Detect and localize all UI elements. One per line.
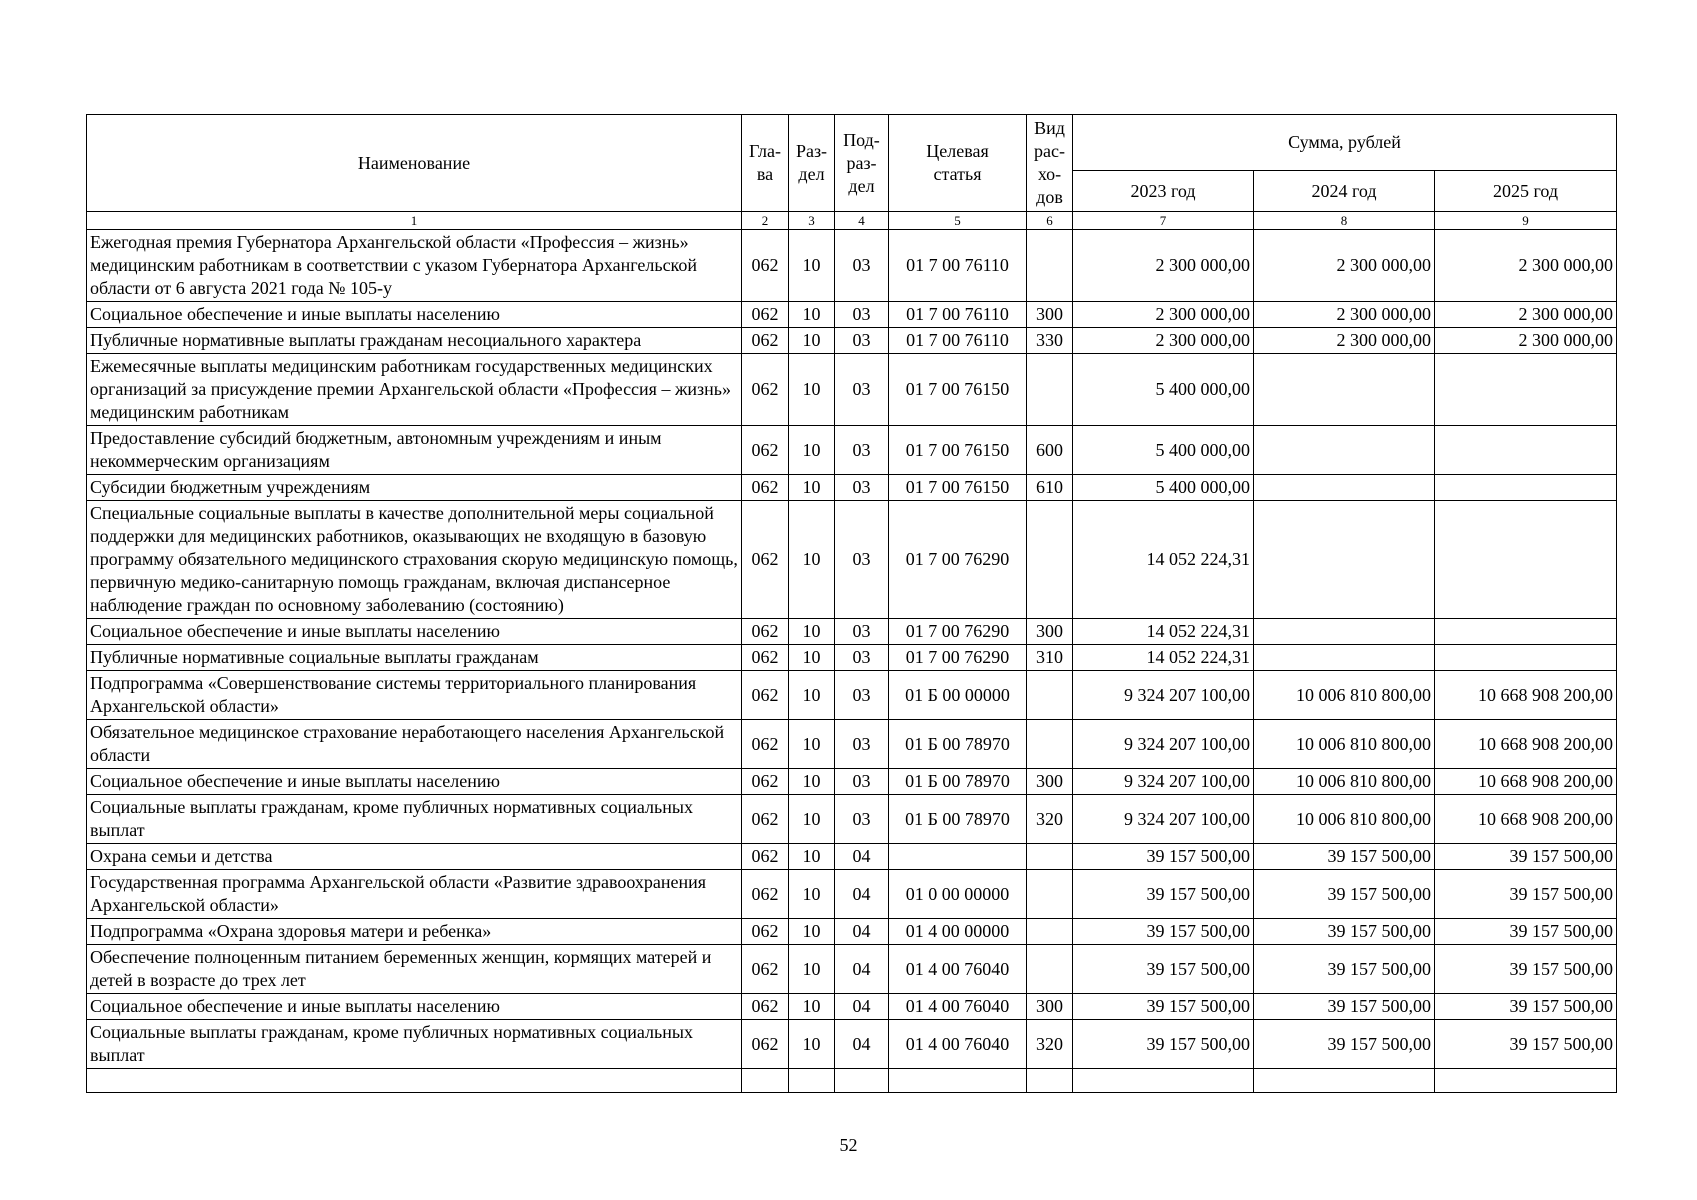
row-chapter: 062: [742, 302, 789, 328]
row-section: 10: [789, 919, 835, 945]
row-section: 10: [789, 501, 835, 619]
row-amount-2025: 10 668 908 200,00: [1435, 671, 1617, 720]
row-amount-2023: [1073, 1069, 1254, 1093]
row-amount-2025: 39 157 500,00: [1435, 994, 1617, 1020]
table-row: [87, 994, 1617, 1020]
table-row: [87, 501, 1617, 619]
row-chapter: 062: [742, 501, 789, 619]
table-row: [87, 671, 1617, 720]
row-amount-2023: 14 052 224,31: [1073, 619, 1254, 645]
row-amount-2024: [1254, 645, 1435, 671]
row-amount-2024: 2 300 000,00: [1254, 230, 1435, 302]
table-row: [87, 870, 1617, 919]
row-name: [87, 1069, 742, 1093]
column-number: 6: [1027, 212, 1073, 230]
table-row: [87, 769, 1617, 795]
row-name: Обязательное медицинское страхование неработающего населения Архангельской области: [87, 720, 742, 769]
row-name: Предоставление субсидий бюджетным, автономным учреждениям и иным некоммерческим организациям: [87, 426, 742, 475]
row-section: 10: [789, 945, 835, 994]
column-number: 3: [789, 212, 835, 230]
row-expense-type: [1027, 671, 1073, 720]
row-subsection: 04: [835, 870, 889, 919]
row-name: Подпрограмма «Совершенствование системы территориального планирования Архангельской области»: [87, 671, 742, 720]
table-body: [87, 230, 1617, 1093]
column-number: 2: [742, 212, 789, 230]
row-name: Социальное обеспечение и иные выплаты населению: [87, 994, 742, 1020]
row-name: Обеспечение полноценным питанием беременных женщин, кормящих матерей и детей в возрасте до трех лет: [87, 945, 742, 994]
header-chapter: Гла- ва: [742, 115, 789, 212]
row-amount-2023: 39 157 500,00: [1073, 1020, 1254, 1069]
row-chapter: 062: [742, 354, 789, 426]
column-number: 7: [1073, 212, 1254, 230]
header-target-article: Целевая статья: [889, 115, 1027, 212]
row-target-article: [889, 844, 1027, 870]
row-amount-2025: 10 668 908 200,00: [1435, 795, 1617, 844]
row-chapter: 062: [742, 720, 789, 769]
table-row: [87, 475, 1617, 501]
row-section: 10: [789, 844, 835, 870]
header-sum: Сумма, рублей: [1073, 115, 1617, 171]
table-row: [87, 302, 1617, 328]
row-target-article: 01 Б 00 78970: [889, 769, 1027, 795]
table-header-row: [87, 115, 1617, 171]
row-amount-2025: [1435, 426, 1617, 475]
row-section: 10: [789, 720, 835, 769]
row-subsection: 03: [835, 230, 889, 302]
row-target-article: 01 0 00 00000: [889, 870, 1027, 919]
row-expense-type: [1027, 844, 1073, 870]
table-row: [87, 844, 1617, 870]
row-amount-2023: 5 400 000,00: [1073, 426, 1254, 475]
header-expense-type: Вид рас- хо- дов: [1027, 115, 1073, 212]
row-chapter: 062: [742, 1020, 789, 1069]
row-subsection: 04: [835, 945, 889, 994]
table-row: [87, 645, 1617, 671]
page-number: 52: [839, 1135, 858, 1155]
row-chapter: 062: [742, 795, 789, 844]
row-amount-2025: [1435, 645, 1617, 671]
row-section: 10: [789, 870, 835, 919]
header-name: Наименование: [87, 115, 742, 212]
row-amount-2023: 9 324 207 100,00: [1073, 769, 1254, 795]
row-amount-2024: [1254, 619, 1435, 645]
row-section: 10: [789, 619, 835, 645]
header-subsection: Под- раз- дел: [835, 115, 889, 212]
row-name: Публичные нормативные выплаты гражданам несоциального характера: [87, 328, 742, 354]
row-section: 10: [789, 354, 835, 426]
row-target-article: 01 7 00 76110: [889, 302, 1027, 328]
table-row: [87, 1020, 1617, 1069]
row-amount-2024: 2 300 000,00: [1254, 302, 1435, 328]
column-number: 8: [1254, 212, 1435, 230]
row-section: 10: [789, 1020, 835, 1069]
budget-table: [86, 114, 1617, 1093]
row-amount-2025: 10 668 908 200,00: [1435, 720, 1617, 769]
table-row: [87, 945, 1617, 994]
row-amount-2023: 39 157 500,00: [1073, 844, 1254, 870]
row-expense-type: 610: [1027, 475, 1073, 501]
row-amount-2023: 14 052 224,31: [1073, 501, 1254, 619]
row-section: 10: [789, 426, 835, 475]
row-section: 10: [789, 769, 835, 795]
row-section: 10: [789, 328, 835, 354]
row-amount-2023: 5 400 000,00: [1073, 354, 1254, 426]
table-row: [87, 230, 1617, 302]
table-row: [87, 619, 1617, 645]
row-amount-2024: [1254, 501, 1435, 619]
row-amount-2023: 14 052 224,31: [1073, 645, 1254, 671]
row-chapter: 062: [742, 945, 789, 994]
row-chapter: 062: [742, 994, 789, 1020]
row-chapter: 062: [742, 475, 789, 501]
row-amount-2025: [1435, 619, 1617, 645]
row-subsection: [835, 1069, 889, 1093]
row-subsection: 03: [835, 302, 889, 328]
row-subsection: 04: [835, 1020, 889, 1069]
row-expense-type: 320: [1027, 1020, 1073, 1069]
row-amount-2024: [1254, 475, 1435, 501]
row-amount-2024: 39 157 500,00: [1254, 994, 1435, 1020]
row-subsection: 03: [835, 501, 889, 619]
row-amount-2023: 39 157 500,00: [1073, 870, 1254, 919]
row-expense-type: 600: [1027, 426, 1073, 475]
row-target-article: 01 7 00 76110: [889, 230, 1027, 302]
row-target-article: 01 7 00 76110: [889, 328, 1027, 354]
row-expense-type: [1027, 919, 1073, 945]
row-amount-2025: 39 157 500,00: [1435, 844, 1617, 870]
row-section: 10: [789, 795, 835, 844]
row-expense-type: 320: [1027, 795, 1073, 844]
row-chapter: 062: [742, 619, 789, 645]
row-amount-2025: 39 157 500,00: [1435, 1020, 1617, 1069]
row-amount-2023: 39 157 500,00: [1073, 945, 1254, 994]
row-amount-2024: 39 157 500,00: [1254, 919, 1435, 945]
row-target-article: 01 Б 00 78970: [889, 795, 1027, 844]
row-name: Социальные выплаты гражданам, кроме публичных нормативных социальных выплат: [87, 795, 742, 844]
table-row: [87, 795, 1617, 844]
column-numbers-row: [87, 212, 1617, 230]
row-chapter: [742, 1069, 789, 1093]
row-amount-2025: [1435, 1069, 1617, 1093]
row-amount-2024: 2 300 000,00: [1254, 328, 1435, 354]
row-expense-type: [1027, 1069, 1073, 1093]
row-amount-2025: [1435, 501, 1617, 619]
row-amount-2025: 39 157 500,00: [1435, 870, 1617, 919]
row-name: Социальное обеспечение и иные выплаты населению: [87, 302, 742, 328]
row-name: Ежемесячные выплаты медицинским работникам государственных медицинских организаций за присуждение премии Архангельской области «Профессия – жизнь» медицинским работникам: [87, 354, 742, 426]
row-amount-2023: 39 157 500,00: [1073, 919, 1254, 945]
header-year-2025: 2025 год: [1435, 171, 1617, 212]
row-target-article: 01 4 00 76040: [889, 994, 1027, 1020]
row-chapter: 062: [742, 645, 789, 671]
row-subsection: 04: [835, 919, 889, 945]
header-year-2024: 2024 год: [1254, 171, 1435, 212]
row-section: 10: [789, 671, 835, 720]
row-chapter: 062: [742, 328, 789, 354]
row-subsection: 03: [835, 671, 889, 720]
row-target-article: [889, 1069, 1027, 1093]
row-target-article: 01 7 00 76290: [889, 501, 1027, 619]
row-subsection: 03: [835, 619, 889, 645]
table-row: [87, 1069, 1617, 1093]
row-amount-2025: 2 300 000,00: [1435, 230, 1617, 302]
row-subsection: 04: [835, 994, 889, 1020]
column-number: 4: [835, 212, 889, 230]
row-amount-2023: 9 324 207 100,00: [1073, 720, 1254, 769]
row-name: Социальное обеспечение и иные выплаты населению: [87, 769, 742, 795]
row-target-article: 01 Б 00 00000: [889, 671, 1027, 720]
row-chapter: 062: [742, 230, 789, 302]
row-name: Публичные нормативные социальные выплаты гражданам: [87, 645, 742, 671]
row-target-article: 01 7 00 76290: [889, 619, 1027, 645]
row-amount-2024: 10 006 810 800,00: [1254, 671, 1435, 720]
row-expense-type: 310: [1027, 645, 1073, 671]
row-name: Государственная программа Архангельской области «Развитие здравоохранения Архангельской области»: [87, 870, 742, 919]
row-amount-2025: [1435, 475, 1617, 501]
row-subsection: 03: [835, 720, 889, 769]
row-amount-2024: 10 006 810 800,00: [1254, 769, 1435, 795]
table-row: [87, 919, 1617, 945]
row-name: Специальные социальные выплаты в качестве дополнительной меры социальной поддержки для медицинских работников, оказывающих не входящую в базовую программу обязательного медицинского страхования скорую медицинскую помощь, первичную медико-санитарную помощь гражданам, включая диспансерное наблюдение граждан по основному заболеванию (состоянию): [87, 501, 742, 619]
row-chapter: 062: [742, 671, 789, 720]
row-subsection: 03: [835, 426, 889, 475]
row-expense-type: [1027, 230, 1073, 302]
row-amount-2025: 10 668 908 200,00: [1435, 769, 1617, 795]
row-amount-2024: 39 157 500,00: [1254, 945, 1435, 994]
row-amount-2024: 10 006 810 800,00: [1254, 795, 1435, 844]
row-amount-2024: 39 157 500,00: [1254, 870, 1435, 919]
row-amount-2023: 39 157 500,00: [1073, 994, 1254, 1020]
row-target-article: 01 7 00 76150: [889, 426, 1027, 475]
row-amount-2025: 39 157 500,00: [1435, 945, 1617, 994]
table-row: [87, 328, 1617, 354]
row-expense-type: 300: [1027, 994, 1073, 1020]
row-section: 10: [789, 475, 835, 501]
row-chapter: 062: [742, 769, 789, 795]
row-subsection: 03: [835, 475, 889, 501]
row-chapter: 062: [742, 426, 789, 475]
row-amount-2023: 5 400 000,00: [1073, 475, 1254, 501]
row-expense-type: [1027, 501, 1073, 619]
row-amount-2023: 2 300 000,00: [1073, 230, 1254, 302]
row-subsection: 03: [835, 354, 889, 426]
row-name: Ежегодная премия Губернатора Архангельской области «Профессия – жизнь» медицинским работникам в соответствии с указом Губернатора Архангельской области от 6 августа 2021 года № 105-у: [87, 230, 742, 302]
column-number: 9: [1435, 212, 1617, 230]
row-subsection: 03: [835, 795, 889, 844]
row-expense-type: 300: [1027, 619, 1073, 645]
row-name: Субсидии бюджетным учреждениям: [87, 475, 742, 501]
row-name: Подпрограмма «Охрана здоровья матери и ребенка»: [87, 919, 742, 945]
row-section: [789, 1069, 835, 1093]
row-expense-type: 330: [1027, 328, 1073, 354]
row-amount-2024: 10 006 810 800,00: [1254, 720, 1435, 769]
column-number: 5: [889, 212, 1027, 230]
row-amount-2023: 9 324 207 100,00: [1073, 671, 1254, 720]
row-amount-2024: 39 157 500,00: [1254, 844, 1435, 870]
row-name: Социальные выплаты гражданам, кроме публичных нормативных социальных выплат: [87, 1020, 742, 1069]
row-name: Охрана семьи и детства: [87, 844, 742, 870]
row-section: 10: [789, 302, 835, 328]
row-target-article: 01 4 00 76040: [889, 945, 1027, 994]
table-row: [87, 354, 1617, 426]
row-subsection: 04: [835, 844, 889, 870]
row-chapter: 062: [742, 844, 789, 870]
row-expense-type: [1027, 945, 1073, 994]
header-year-2023: 2023 год: [1073, 171, 1254, 212]
row-subsection: 03: [835, 769, 889, 795]
row-amount-2025: 2 300 000,00: [1435, 328, 1617, 354]
header-section: Раз- дел: [789, 115, 835, 212]
column-number: 1: [87, 212, 742, 230]
row-amount-2024: [1254, 426, 1435, 475]
table-row: [87, 720, 1617, 769]
row-amount-2025: [1435, 354, 1617, 426]
row-amount-2023: 9 324 207 100,00: [1073, 795, 1254, 844]
row-target-article: 01 7 00 76150: [889, 475, 1027, 501]
row-target-article: 01 4 00 00000: [889, 919, 1027, 945]
row-amount-2023: 2 300 000,00: [1073, 302, 1254, 328]
row-amount-2025: 39 157 500,00: [1435, 919, 1617, 945]
table-row: [87, 426, 1617, 475]
row-amount-2024: [1254, 354, 1435, 426]
row-target-article: 01 4 00 76040: [889, 1020, 1027, 1069]
row-expense-type: [1027, 354, 1073, 426]
row-name: Социальное обеспечение и иные выплаты населению: [87, 619, 742, 645]
row-target-article: 01 Б 00 78970: [889, 720, 1027, 769]
row-expense-type: 300: [1027, 302, 1073, 328]
row-section: 10: [789, 230, 835, 302]
row-amount-2024: 39 157 500,00: [1254, 1020, 1435, 1069]
row-amount-2025: 2 300 000,00: [1435, 302, 1617, 328]
row-section: 10: [789, 645, 835, 671]
row-target-article: 01 7 00 76290: [889, 645, 1027, 671]
row-chapter: 062: [742, 919, 789, 945]
row-amount-2024: [1254, 1069, 1435, 1093]
row-expense-type: [1027, 870, 1073, 919]
row-expense-type: [1027, 720, 1073, 769]
row-amount-2023: 2 300 000,00: [1073, 328, 1254, 354]
row-subsection: 03: [835, 328, 889, 354]
row-subsection: 03: [835, 645, 889, 671]
row-target-article: 01 7 00 76150: [889, 354, 1027, 426]
row-expense-type: 300: [1027, 769, 1073, 795]
row-chapter: 062: [742, 870, 789, 919]
row-section: 10: [789, 994, 835, 1020]
